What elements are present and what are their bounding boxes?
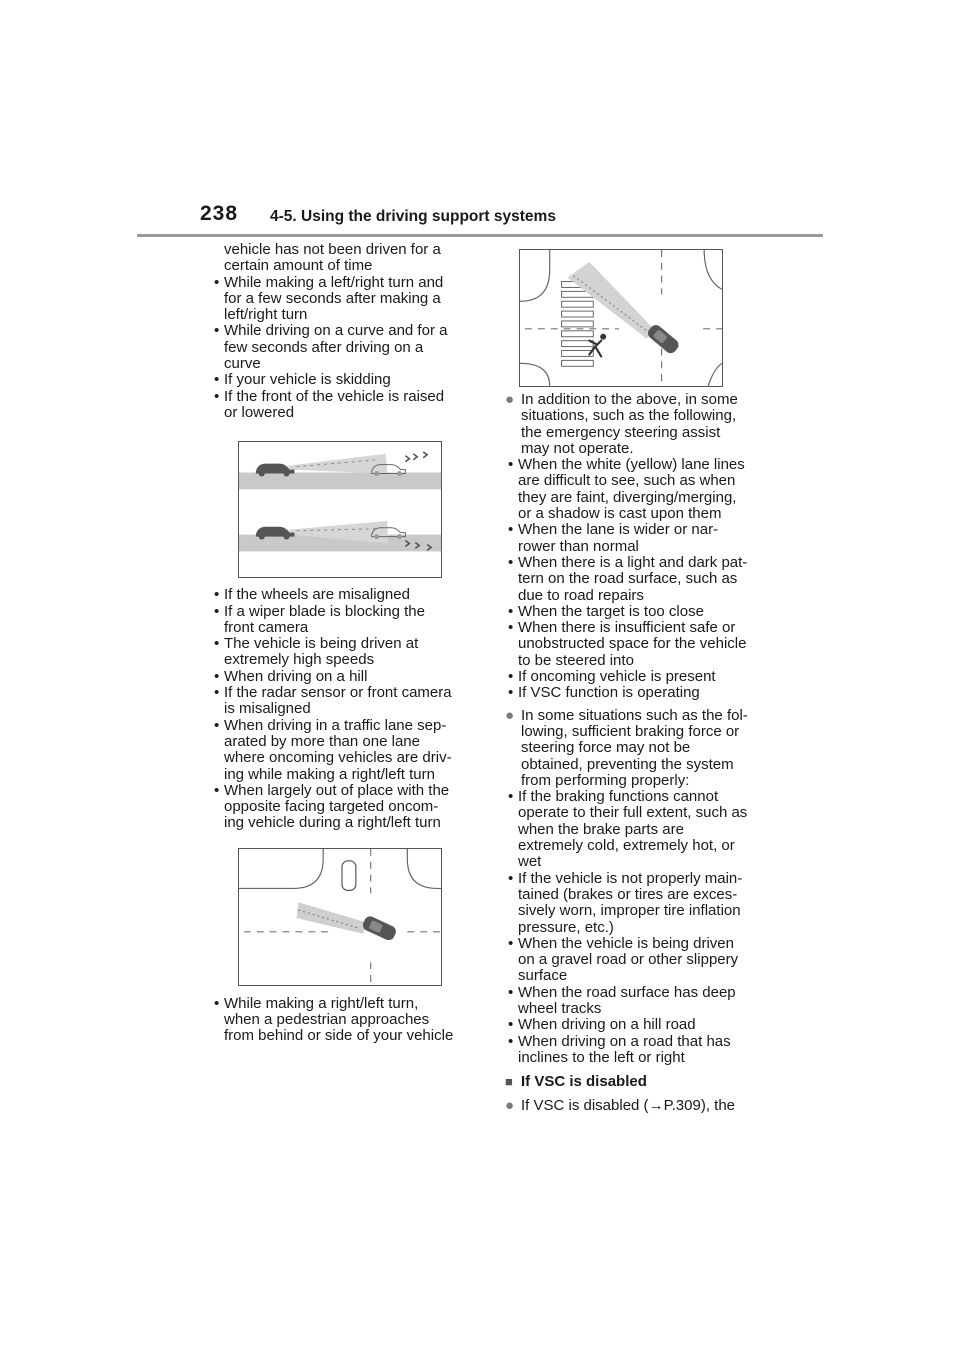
list-item: • When the road surface has deep wheel tracks bbox=[505, 985, 767, 1018]
list-item: • When driving on a hill bbox=[211, 669, 473, 685]
list-item: • While driving on a curve and for a few seconds after driving on a curve bbox=[211, 323, 473, 372]
braking-condition-list bbox=[505, 789, 767, 1066]
info-paragraph: ● In addition to the above, in some situations, such as the following, the emergency steering assist may not operate. bbox=[505, 391, 738, 457]
info-paragraph: ● In some situations such as the fol- lowing, sufficient braking force or steering force may not be obtained, preventing the system from performing properly: bbox=[505, 706, 748, 789]
illustration-pedestrian-crossing bbox=[519, 249, 723, 387]
list-item: • While making a right/left turn, when a pedestrian approaches from behind or side of your vehicle bbox=[211, 996, 473, 1045]
list-item: • When driving in a traffic lane sep- arated by more than one lane where oncoming vehicles are driv- ing while making a right/left turn bbox=[211, 718, 473, 783]
list-item: • When there is a light and dark pat- tern on the road surface, such as due to road repairs bbox=[505, 555, 767, 604]
list-item: • When the lane is wider or nar- rower than normal bbox=[505, 522, 767, 555]
circle-bullet-icon: ● bbox=[505, 391, 515, 408]
page-header bbox=[0, 0, 960, 240]
list-item: • If a wiper blade is blocking the front camera bbox=[211, 604, 473, 637]
square-bullet-icon: ■ bbox=[505, 1074, 513, 1090]
list-item: • When the target is too close bbox=[505, 604, 767, 620]
list-item: • If oncoming vehicle is present bbox=[505, 669, 767, 685]
list-item: • If your vehicle is skidding bbox=[211, 372, 473, 388]
list-item: • While making a left/right turn and for a few seconds after making a left/right turn bbox=[211, 275, 473, 324]
condition-list-2 bbox=[211, 587, 473, 831]
list-item: • If the vehicle is not properly main- tained (brakes or tires are exces- sively worn, improper tire inflation pressure, etc.) bbox=[505, 871, 767, 936]
list-item: • When largely out of place with the opposite facing targeted oncom- ing vehicle during a right/left turn bbox=[211, 783, 473, 832]
circle-bullet-icon: ● bbox=[505, 706, 515, 724]
condition-list-1 bbox=[211, 275, 473, 422]
steering-condition-list bbox=[505, 457, 767, 701]
list-item: • The vehicle is being driven at extremely high speeds bbox=[211, 636, 473, 669]
list-item: • If VSC function is operating bbox=[505, 685, 767, 701]
illustration-oncoming-turn bbox=[238, 848, 442, 986]
page-reference-link[interactable]: P.309), the bbox=[663, 1097, 736, 1115]
header-rule bbox=[137, 234, 823, 237]
list-item: • When the vehicle is being driven on a gravel road or other slippery surface bbox=[505, 936, 767, 985]
list-item: • If the radar sensor or front camera is misaligned bbox=[211, 685, 473, 718]
subsection-heading: ■ If VSC is disabled bbox=[505, 1073, 647, 1091]
list-item: • If the wheels are misaligned bbox=[211, 587, 473, 603]
list-item: • If the braking functions cannot operate to their full extent, such as when the brake parts are extremely cold, extremely hot, or wet bbox=[505, 789, 767, 870]
page-number: 238 bbox=[200, 202, 239, 225]
list-item: • When the white (yellow) lane lines are difficult to see, such as when they are faint, diverging/merging, or a shadow is cast upon them bbox=[505, 457, 767, 522]
list-item: • If the front of the vehicle is raised or lowered bbox=[211, 389, 473, 422]
condition-list-3 bbox=[211, 996, 473, 1045]
list-item: • When there is insufficient safe or unobstructed space for the vehicle to be steered into bbox=[505, 620, 767, 669]
info-paragraph: ● If VSC is disabled (→P.309), the bbox=[505, 1097, 736, 1115]
list-item: • When driving on a hill road bbox=[505, 1017, 767, 1033]
left-column bbox=[211, 242, 473, 1045]
right-column bbox=[505, 249, 767, 1115]
illustration-vehicle-pitch bbox=[238, 441, 442, 578]
continuation-text: vehicle has not been driven for a certain amount of time bbox=[224, 241, 441, 275]
page-reference-arrow-icon: → bbox=[648, 1097, 664, 1115]
section-title: 4-5. Using the driving support systems bbox=[270, 208, 556, 225]
circle-bullet-icon: ● bbox=[505, 1097, 515, 1115]
list-item: • When driving on a road that has inclines to the left or right bbox=[505, 1034, 767, 1067]
